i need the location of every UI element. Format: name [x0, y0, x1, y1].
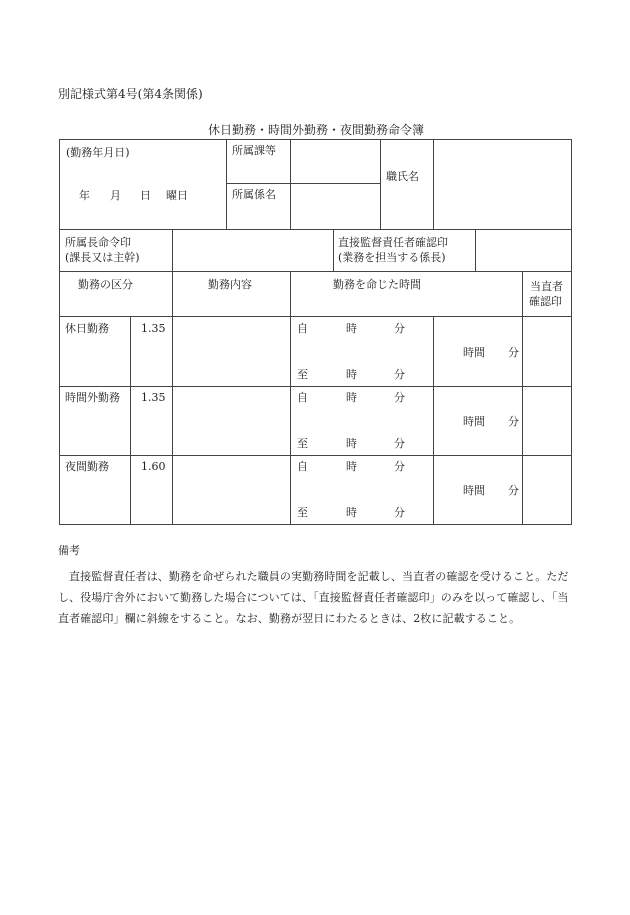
minute-label: 分 [394, 391, 405, 404]
divider [59, 229, 572, 230]
minute-label: 分 [394, 437, 405, 450]
hour-label: 時 [346, 391, 357, 404]
hour-label: 時 [346, 368, 357, 381]
form-title: 休日勤務・時間外勤務・夜間勤務命令簿 [208, 123, 425, 137]
total-minutes-label: 分 [508, 484, 519, 497]
divider [380, 139, 381, 229]
dept-label: 所属課等 [232, 144, 276, 157]
divider [290, 271, 291, 525]
divider [59, 455, 572, 456]
hour-label: 時 [346, 506, 357, 519]
date-weekday-unit: 曜日 [166, 189, 188, 202]
date-month-unit: 月 [110, 189, 121, 202]
time-from-label: 自 [297, 322, 308, 335]
divider [172, 271, 173, 525]
time-to-label: 至 [297, 437, 308, 450]
col-header-work-type: 勤務の区分 [78, 278, 133, 291]
work-date-label: (勤務年月日) [66, 146, 130, 159]
time-from-label: 自 [297, 391, 308, 404]
total-hours-label: 時間 [463, 484, 485, 497]
commander-stamp-note: (課長又は主幹) [65, 251, 140, 264]
form-frame [59, 139, 572, 525]
divider [475, 229, 476, 271]
time-to-label: 至 [297, 506, 308, 519]
hour-label: 時 [346, 460, 357, 473]
divider [433, 139, 434, 229]
col-header-work-content: 勤務内容 [208, 278, 252, 291]
divider [226, 183, 380, 184]
divider [130, 316, 131, 525]
col-header-duty-confirm: 当直者 [530, 280, 563, 293]
date-day-unit: 日 [140, 189, 151, 202]
divider [172, 229, 173, 271]
notes-heading: 備考 [58, 544, 80, 557]
commander-stamp-label: 所属長命令印 [65, 236, 131, 249]
total-hours-label: 時間 [463, 346, 485, 359]
total-hours-label: 時間 [463, 415, 485, 428]
minute-label: 分 [394, 506, 405, 519]
date-year-unit: 年 [79, 189, 90, 202]
total-minutes-label: 分 [508, 346, 519, 359]
col-header-duty-confirm-2: 確認印 [529, 295, 562, 308]
divider [226, 139, 227, 229]
minute-label: 分 [394, 322, 405, 335]
supervisor-stamp-label: 直接監督責任者確認印 [338, 236, 448, 249]
time-from-label: 自 [297, 460, 308, 473]
divider [59, 271, 572, 272]
row-rate: 1.35 [141, 391, 166, 404]
subsection-label: 所属係名 [232, 188, 276, 201]
divider [59, 316, 572, 317]
hour-label: 時 [346, 437, 357, 450]
divider [333, 229, 334, 271]
divider [59, 386, 572, 387]
row-rate: 1.60 [141, 460, 166, 473]
time-to-label: 至 [297, 368, 308, 381]
form-number-label: 別記様式第4号(第4条関係) [58, 87, 203, 101]
supervisor-stamp-note: (業務を担当する係長) [338, 251, 446, 264]
divider [290, 139, 291, 229]
col-header-ordered-time: 勤務を命じた時間 [333, 278, 421, 291]
row-work-type: 時間外勤務 [65, 391, 120, 404]
hour-label: 時 [346, 322, 357, 335]
row-rate: 1.35 [141, 322, 166, 335]
notes-body: 直接監督責任者は、勤務を命ぜられた職員の実勤務時間を記載し、当直者の確認を受けること。ただし、役場庁舎外において勤務した場合については、「直接監督責任者確認印」のみを以って確認し、「当直者確認印」欄に斜線をすること。なお、勤務が翌日にわたるときは、2枚に記載すること。 [58, 570, 569, 625]
divider [522, 271, 523, 525]
minute-label: 分 [394, 368, 405, 381]
minute-label: 分 [394, 460, 405, 473]
row-work-type: 夜間勤務 [65, 460, 109, 473]
total-minutes-label: 分 [508, 415, 519, 428]
divider [433, 316, 434, 525]
name-label: 職氏名 [386, 170, 419, 183]
row-work-type: 休日勤務 [65, 322, 109, 335]
